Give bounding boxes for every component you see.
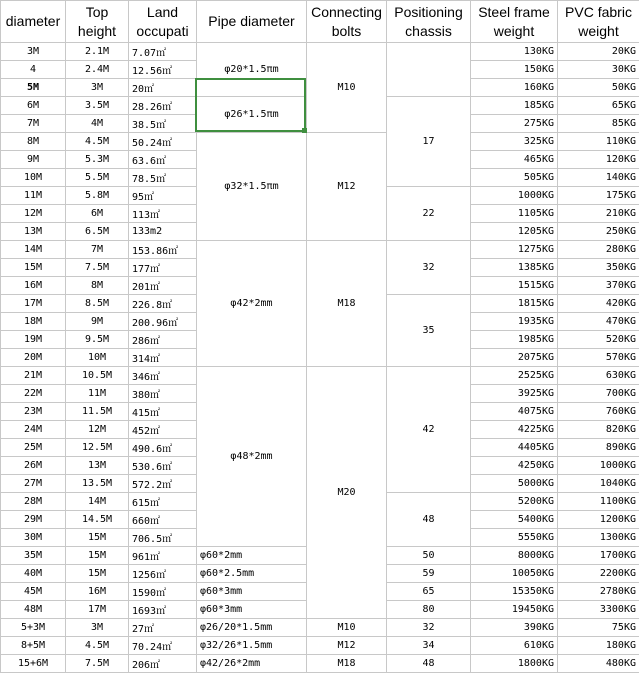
cell-pvc-weight[interactable]: 75KG bbox=[558, 619, 639, 637]
cell-land[interactable]: 27㎡ bbox=[129, 619, 197, 637]
cell-pvc-weight[interactable]: 30KG bbox=[558, 61, 639, 79]
cell-steel-weight[interactable]: 1815KG bbox=[471, 295, 558, 313]
cell-top-height[interactable]: 7.5M bbox=[66, 655, 129, 673]
header-pipe[interactable]: Pipe diameter bbox=[197, 1, 307, 43]
cell-chassis[interactable]: 35 bbox=[387, 295, 471, 367]
cell-steel-weight[interactable]: 4250KG bbox=[471, 457, 558, 475]
cell-pvc-weight[interactable]: 700KG bbox=[558, 385, 639, 403]
cell-diameter[interactable]: 35M bbox=[1, 547, 66, 565]
cell-pvc-weight[interactable]: 50KG bbox=[558, 79, 639, 97]
cell-diameter[interactable]: 28M bbox=[1, 493, 66, 511]
table-row bbox=[1, 619, 639, 637]
cell-top-height[interactable]: 12M bbox=[66, 421, 129, 439]
cell-diameter[interactable]: 9M bbox=[1, 151, 66, 169]
cell-steel-weight[interactable]: 1515KG bbox=[471, 277, 558, 295]
table-row bbox=[1, 637, 639, 655]
cell-land[interactable]: 286㎡ bbox=[129, 331, 197, 349]
cell-top-height[interactable]: 16M bbox=[66, 583, 129, 601]
cell-chassis[interactable]: 50 bbox=[387, 547, 471, 565]
cell-bolts[interactable]: M12 bbox=[307, 637, 387, 655]
cell-top-height[interactable]: 11.5M bbox=[66, 403, 129, 421]
cell-bolts[interactable]: M20 bbox=[307, 367, 387, 619]
cell-steel-weight[interactable]: 1105KG bbox=[471, 205, 558, 223]
cell-diameter[interactable]: 40M bbox=[1, 565, 66, 583]
cell-land[interactable]: 95㎡ bbox=[129, 187, 197, 205]
cell-pvc-weight[interactable]: 520KG bbox=[558, 331, 639, 349]
cell-land[interactable]: 660㎡ bbox=[129, 511, 197, 529]
cell-pvc-weight[interactable]: 1040KG bbox=[558, 475, 639, 493]
cell-pvc-weight[interactable]: 890KG bbox=[558, 439, 639, 457]
cell-pvc-weight[interactable]: 1700KG bbox=[558, 547, 639, 565]
cell-top-height[interactable]: 13M bbox=[66, 457, 129, 475]
cell-pvc-weight[interactable]: 280KG bbox=[558, 241, 639, 259]
cell-diameter[interactable]: 27M bbox=[1, 475, 66, 493]
cell-pvc-weight[interactable]: 1000KG bbox=[558, 457, 639, 475]
cell-pvc-weight[interactable]: 110KG bbox=[558, 133, 639, 151]
cell-pvc-weight[interactable]: 1300KG bbox=[558, 529, 639, 547]
cell-diameter[interactable]: 16M bbox=[1, 277, 66, 295]
cell-chassis[interactable]: 48 bbox=[387, 655, 471, 673]
cell-land[interactable]: 961㎡ bbox=[129, 547, 197, 565]
cell-land[interactable]: 201㎡ bbox=[129, 277, 197, 295]
cell-top-height[interactable]: 13.5M bbox=[66, 475, 129, 493]
cell-bolts[interactable]: M10 bbox=[307, 43, 387, 133]
cell-top-height[interactable]: 7M bbox=[66, 241, 129, 259]
cell-pipe-diameter[interactable]: φ60*2.5mm bbox=[197, 565, 307, 583]
cell-steel-weight[interactable]: 610KG bbox=[471, 637, 558, 655]
cell-steel-weight[interactable]: 15350KG bbox=[471, 583, 558, 601]
cell-diameter[interactable]: 8+5M bbox=[1, 637, 66, 655]
cell-top-height[interactable]: 5.5M bbox=[66, 169, 129, 187]
cell-top-height[interactable]: 4.5M bbox=[66, 133, 129, 151]
cell-steel-weight[interactable]: 5400KG bbox=[471, 511, 558, 529]
header-pvc[interactable]: PVC fabric weight bbox=[558, 1, 639, 43]
cell-pvc-weight[interactable]: 140KG bbox=[558, 169, 639, 187]
cell-pvc-weight[interactable]: 820KG bbox=[558, 421, 639, 439]
header-land[interactable]: Land occupati bbox=[129, 1, 197, 43]
header-steel[interactable]: Steel frame weight bbox=[471, 1, 558, 43]
cell-diameter[interactable]: 5+3M bbox=[1, 619, 66, 637]
cell-pvc-weight[interactable]: 2200KG bbox=[558, 565, 639, 583]
table-row bbox=[1, 367, 639, 385]
cell-pvc-weight[interactable]: 760KG bbox=[558, 403, 639, 421]
cell-pvc-weight[interactable]: 175KG bbox=[558, 187, 639, 205]
cell-top-height[interactable]: 2.1M bbox=[66, 43, 129, 61]
cell-pvc-weight[interactable]: 210KG bbox=[558, 205, 639, 223]
cell-top-height[interactable]: 4.5M bbox=[66, 637, 129, 655]
cell-land[interactable]: 12.56㎡ bbox=[129, 61, 197, 79]
cell-diameter[interactable]: 21M bbox=[1, 367, 66, 385]
cell-top-height[interactable]: 12.5M bbox=[66, 439, 129, 457]
cell-land[interactable]: 206㎡ bbox=[129, 655, 197, 673]
cell-land[interactable]: 490.6㎡ bbox=[129, 439, 197, 457]
cell-land[interactable]: 530.6㎡ bbox=[129, 457, 197, 475]
cell-pvc-weight[interactable]: 370KG bbox=[558, 277, 639, 295]
cell-land[interactable]: 1590㎡ bbox=[129, 583, 197, 601]
cell-bolts[interactable]: M12 bbox=[307, 133, 387, 241]
cell-land[interactable]: 380㎡ bbox=[129, 385, 197, 403]
header-diameter[interactable]: diameter bbox=[1, 1, 66, 43]
cell-steel-weight[interactable]: 275KG bbox=[471, 115, 558, 133]
cell-top-height[interactable]: 10.5M bbox=[66, 367, 129, 385]
cell-land[interactable]: 7.07㎡ bbox=[129, 43, 197, 61]
cell-pipe-diameter[interactable]: φ60*2mm bbox=[197, 547, 307, 565]
cell-land[interactable]: 153.86㎡ bbox=[129, 241, 197, 259]
cell-pvc-weight[interactable]: 1200KG bbox=[558, 511, 639, 529]
cell-top-height[interactable]: 14.5M bbox=[66, 511, 129, 529]
cell-diameter[interactable]: 4 bbox=[1, 61, 66, 79]
cell-land[interactable]: 133m2 bbox=[129, 223, 197, 241]
cell-diameter[interactable]: 22M bbox=[1, 385, 66, 403]
cell-steel-weight[interactable]: 5000KG bbox=[471, 475, 558, 493]
cell-land[interactable]: 113㎡ bbox=[129, 205, 197, 223]
cell-diameter[interactable]: 11M bbox=[1, 187, 66, 205]
cell-land[interactable]: 78.5㎡ bbox=[129, 169, 197, 187]
cell-pvc-weight[interactable]: 250KG bbox=[558, 223, 639, 241]
cell-steel-weight[interactable]: 19450KG bbox=[471, 601, 558, 619]
cell-diameter[interactable]: 20M bbox=[1, 349, 66, 367]
cell-land[interactable]: 70.24㎡ bbox=[129, 637, 197, 655]
cell-top-height[interactable]: 3.5M bbox=[66, 97, 129, 115]
cell-pvc-weight[interactable]: 1100KG bbox=[558, 493, 639, 511]
cell-land[interactable]: 226.8㎡ bbox=[129, 295, 197, 313]
cell-steel-weight[interactable]: 465KG bbox=[471, 151, 558, 169]
cell-steel-weight[interactable]: 3925KG bbox=[471, 385, 558, 403]
cell-steel-weight[interactable]: 5550KG bbox=[471, 529, 558, 547]
cell-chassis[interactable]: 17 bbox=[387, 97, 471, 187]
cell-diameter[interactable]: 15+6M bbox=[1, 655, 66, 673]
cell-pvc-weight[interactable]: 65KG bbox=[558, 97, 639, 115]
cell-diameter[interactable]: 6M bbox=[1, 97, 66, 115]
header-chassis[interactable]: Positioning chassis bbox=[387, 1, 471, 43]
cell-chassis[interactable]: 42 bbox=[387, 367, 471, 493]
cell-diameter[interactable]: 15M bbox=[1, 259, 66, 277]
cell-top-height[interactable]: 9.5M bbox=[66, 331, 129, 349]
cell-pvc-weight[interactable]: 3300KG bbox=[558, 601, 639, 619]
cell-top-height[interactable]: 8M bbox=[66, 277, 129, 295]
cell-chassis[interactable]: 48 bbox=[387, 493, 471, 547]
cell-pipe-diameter[interactable]: φ42/26*2mm bbox=[197, 655, 307, 673]
cell-diameter[interactable]: 24M bbox=[1, 421, 66, 439]
cell-pipe-diameter[interactable]: φ26*1.5πm bbox=[197, 97, 307, 133]
cell-top-height[interactable]: 6M bbox=[66, 205, 129, 223]
table-row bbox=[1, 43, 639, 61]
cell-steel-weight[interactable]: 150KG bbox=[471, 61, 558, 79]
table-row bbox=[1, 133, 639, 151]
cell-diameter[interactable]: 14M bbox=[1, 241, 66, 259]
cell-land[interactable]: 452㎡ bbox=[129, 421, 197, 439]
cell-chassis[interactable]: 59 bbox=[387, 565, 471, 583]
cell-land[interactable]: 63.6㎡ bbox=[129, 151, 197, 169]
cell-diameter[interactable]: 48M bbox=[1, 601, 66, 619]
cell-steel-weight[interactable]: 130KG bbox=[471, 43, 558, 61]
cell-chassis[interactable]: 65 bbox=[387, 583, 471, 601]
cell-land[interactable]: 28.26㎡ bbox=[129, 97, 197, 115]
cell-land[interactable]: 50.24㎡ bbox=[129, 133, 197, 151]
cell-diameter[interactable]: 7M bbox=[1, 115, 66, 133]
cell-top-height[interactable]: 10M bbox=[66, 349, 129, 367]
cell-pipe-diameter[interactable]: φ32/26*1.5mm bbox=[197, 637, 307, 655]
cell-top-height[interactable]: 15M bbox=[66, 547, 129, 565]
cell-pvc-weight[interactable]: 2780KG bbox=[558, 583, 639, 601]
cell-steel-weight[interactable]: 325KG bbox=[471, 133, 558, 151]
selection-handle[interactable] bbox=[302, 128, 307, 133]
cell-land[interactable]: 20㎡ bbox=[129, 79, 197, 97]
cell-bolts[interactable]: M10 bbox=[307, 619, 387, 637]
cell-bolts[interactable]: M18 bbox=[307, 241, 387, 367]
cell-pvc-weight[interactable]: 470KG bbox=[558, 313, 639, 331]
cell-top-height[interactable]: 8.5M bbox=[66, 295, 129, 313]
cell-pvc-weight[interactable]: 85KG bbox=[558, 115, 639, 133]
cell-chassis[interactable]: 34 bbox=[387, 637, 471, 655]
cell-top-height[interactable]: 3M bbox=[66, 79, 129, 97]
cell-steel-weight[interactable]: 8000KG bbox=[471, 547, 558, 565]
table-body bbox=[1, 1, 639, 673]
cell-steel-weight[interactable]: 1985KG bbox=[471, 331, 558, 349]
cell-diameter[interactable]: 18M bbox=[1, 313, 66, 331]
cell-top-height[interactable]: 9M bbox=[66, 313, 129, 331]
cell-top-height[interactable]: 17M bbox=[66, 601, 129, 619]
cell-pvc-weight[interactable]: 120KG bbox=[558, 151, 639, 169]
cell-top-height[interactable]: 14M bbox=[66, 493, 129, 511]
cell-pvc-weight[interactable]: 570KG bbox=[558, 349, 639, 367]
cell-land[interactable]: 572.2㎡ bbox=[129, 475, 197, 493]
cell-pvc-weight[interactable]: 20KG bbox=[558, 43, 639, 61]
cell-pvc-weight[interactable]: 180KG bbox=[558, 637, 639, 655]
cell-pipe-diameter[interactable]: φ60*3mm bbox=[197, 601, 307, 619]
cell-steel-weight[interactable]: 4075KG bbox=[471, 403, 558, 421]
cell-chassis[interactable]: 22 bbox=[387, 187, 471, 241]
cell-pipe-diameter[interactable]: φ26/20*1.5mm bbox=[197, 619, 307, 637]
cell-land[interactable]: 346㎡ bbox=[129, 367, 197, 385]
cell-top-height[interactable]: 15M bbox=[66, 529, 129, 547]
cell-steel-weight[interactable]: 1000KG bbox=[471, 187, 558, 205]
cell-pvc-weight[interactable]: 420KG bbox=[558, 295, 639, 313]
header-bolts[interactable]: Connecting bolts bbox=[307, 1, 387, 43]
cell-steel-weight[interactable]: 2525KG bbox=[471, 367, 558, 385]
header-top-height[interactable]: Top height bbox=[66, 1, 129, 43]
cell-diameter[interactable]: 23M bbox=[1, 403, 66, 421]
cell-chassis[interactable]: 32 bbox=[387, 241, 471, 295]
cell-pipe-diameter[interactable]: φ32*1.5πm bbox=[197, 133, 307, 241]
cell-pvc-weight[interactable]: 630KG bbox=[558, 367, 639, 385]
cell-diameter[interactable]: 30M bbox=[1, 529, 66, 547]
cell-steel-weight[interactable]: 1935KG bbox=[471, 313, 558, 331]
cell-diameter[interactable]: 17M bbox=[1, 295, 66, 313]
cell-diameter[interactable]: 10M bbox=[1, 169, 66, 187]
cell-diameter[interactable]: 13M bbox=[1, 223, 66, 241]
cell-land[interactable]: 38.5㎡ bbox=[129, 115, 197, 133]
cell-pipe-diameter[interactable]: φ20*1.5πm bbox=[197, 43, 307, 97]
cell-land[interactable]: 314㎡ bbox=[129, 349, 197, 367]
cell-steel-weight[interactable]: 4225KG bbox=[471, 421, 558, 439]
cell-diameter[interactable]: 5M bbox=[1, 79, 66, 97]
cell-steel-weight[interactable]: 2075KG bbox=[471, 349, 558, 367]
cell-steel-weight[interactable]: 5200KG bbox=[471, 493, 558, 511]
table-row bbox=[1, 241, 639, 259]
cell-top-height[interactable]: 6.5M bbox=[66, 223, 129, 241]
cell-steel-weight[interactable]: 505KG bbox=[471, 169, 558, 187]
cell-top-height[interactable]: 5.3M bbox=[66, 151, 129, 169]
cell-land[interactable]: 615㎡ bbox=[129, 493, 197, 511]
cell-top-height[interactable]: 2.4M bbox=[66, 61, 129, 79]
cell-pvc-weight[interactable]: 350KG bbox=[558, 259, 639, 277]
cell-pipe-diameter[interactable]: φ48*2mm bbox=[197, 367, 307, 547]
cell-chassis[interactable] bbox=[387, 43, 471, 97]
header-row bbox=[1, 1, 639, 43]
cell-diameter[interactable]: 25M bbox=[1, 439, 66, 457]
cell-top-height[interactable]: 7.5M bbox=[66, 259, 129, 277]
cell-chassis[interactable]: 32 bbox=[387, 619, 471, 637]
cell-land[interactable]: 177㎡ bbox=[129, 259, 197, 277]
cell-steel-weight[interactable]: 4405KG bbox=[471, 439, 558, 457]
cell-diameter[interactable]: 3M bbox=[1, 43, 66, 61]
cell-diameter[interactable]: 26M bbox=[1, 457, 66, 475]
cell-steel-weight[interactable]: 1205KG bbox=[471, 223, 558, 241]
cell-steel-weight[interactable]: 160KG bbox=[471, 79, 558, 97]
cell-steel-weight[interactable]: 1275KG bbox=[471, 241, 558, 259]
cell-steel-weight[interactable]: 10050KG bbox=[471, 565, 558, 583]
cell-top-height[interactable]: 5.8M bbox=[66, 187, 129, 205]
cell-steel-weight[interactable]: 390KG bbox=[471, 619, 558, 637]
cell-land[interactable]: 200.96㎡ bbox=[129, 313, 197, 331]
cell-top-height[interactable]: 11M bbox=[66, 385, 129, 403]
cell-top-height[interactable]: 15M bbox=[66, 565, 129, 583]
cell-chassis[interactable]: 80 bbox=[387, 601, 471, 619]
cell-diameter[interactable]: 29M bbox=[1, 511, 66, 529]
cell-pvc-weight[interactable]: 480KG bbox=[558, 655, 639, 673]
cell-pipe-diameter[interactable]: φ42*2mm bbox=[197, 241, 307, 367]
cell-diameter[interactable]: 8M bbox=[1, 133, 66, 151]
cell-pipe-diameter[interactable]: φ60*3mm bbox=[197, 583, 307, 601]
cell-top-height[interactable]: 3M bbox=[66, 619, 129, 637]
cell-land[interactable]: 1256㎡ bbox=[129, 565, 197, 583]
cell-diameter[interactable]: 45M bbox=[1, 583, 66, 601]
cell-steel-weight[interactable]: 1385KG bbox=[471, 259, 558, 277]
cell-top-height[interactable]: 4M bbox=[66, 115, 129, 133]
cell-diameter[interactable]: 12M bbox=[1, 205, 66, 223]
cell-land[interactable]: 1693㎡ bbox=[129, 601, 197, 619]
cell-bolts[interactable]: M18 bbox=[307, 655, 387, 673]
cell-steel-weight[interactable]: 1800KG bbox=[471, 655, 558, 673]
cell-land[interactable]: 415㎡ bbox=[129, 403, 197, 421]
cell-land[interactable]: 706.5㎡ bbox=[129, 529, 197, 547]
cell-diameter[interactable]: 19M bbox=[1, 331, 66, 349]
cell-steel-weight[interactable]: 185KG bbox=[471, 97, 558, 115]
